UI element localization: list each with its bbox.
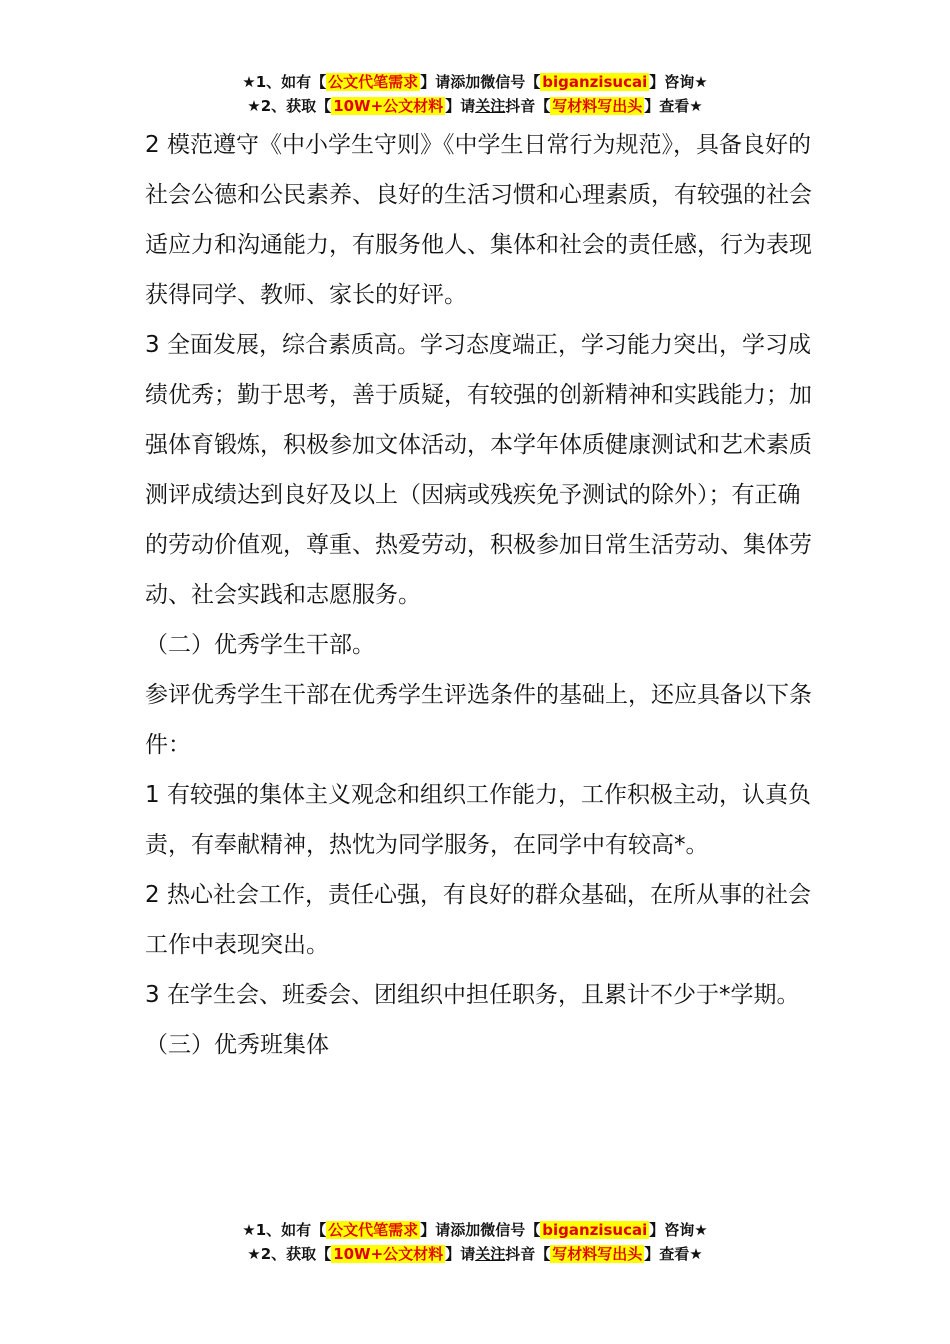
- highlight-text: 公文代笔需求: [328, 73, 419, 91]
- banner-text: 】咨询★: [649, 1221, 708, 1239]
- highlight-text: 公文代笔需求: [328, 1221, 419, 1239]
- paragraph-intro: 参评优秀学生干部在优秀学生评选条件的基础上，还应具备以下条件：: [145, 682, 812, 758]
- paragraph-rule-2: 2 模范遵守《中小学生守则》《中学生日常行为规范》，具备良好的社会公德和公民素养、良好的生活习惯和心理素质，有较强的社会适应力和沟通能力，有服务他人、集体和社会的责任感，行为表现获得同学、教师、家长的好评。: [145, 132, 812, 308]
- paragraph-cadre-1: 1 有较强的集体主义观念和组织工作能力，工作积极主动，认真负责，有奉献精神，热忱为同学服务，在同学中有较高*。: [145, 782, 811, 858]
- banner-text: ★2、获取【: [247, 1245, 332, 1263]
- paragraph-cadre-3: 3 在学生会、班委会、团组织中担任职务，且累计不少于*学期。: [145, 982, 800, 1008]
- document-body: [145, 120, 815, 1070]
- banner-text: 】查看★: [644, 97, 703, 115]
- wechat-id-highlight: biganzisucai: [542, 1221, 648, 1239]
- paragraph-rule-3: 3 全面发展，综合素质高。学习态度端正，学习能力突出，学习成绩优秀；勤于思考，善于质疑，有较强的创新精神和实践能力；加强体育锻炼，积极参加文体活动，本学年体质健康测试和艺术素质测评成绩达到良好及以上（因病或残疾免予测试的除外）；有正确的劳动价值观，尊重、热爱劳动，积极参加日常生活劳动、集体劳动、社会实践和志愿服务。: [145, 332, 812, 608]
- underlined-text: 关注: [475, 1245, 506, 1263]
- banner-line-2: [0, 1242, 950, 1266]
- banner-text: 】请: [445, 97, 476, 115]
- banner-text: 】请: [445, 1245, 476, 1263]
- banner-line-1: [0, 70, 950, 94]
- banner-text: 抖音【: [505, 1245, 551, 1263]
- banner-text: 】请添加微信号【: [420, 1221, 541, 1239]
- banner-text: ★1、如有【: [242, 1221, 327, 1239]
- banner-text: 抖音【: [505, 97, 551, 115]
- banner-line-2: [0, 94, 950, 118]
- section-heading-2: （二）优秀学生干部。: [145, 632, 375, 658]
- paragraph-cadre-2: 2 热心社会工作，责任心强，有良好的群众基础，在所从事的社会工作中表现突出。: [145, 882, 811, 958]
- wechat-id-highlight: biganzisucai: [542, 73, 648, 91]
- highlight-text: 写材料写出头: [552, 97, 643, 115]
- highlight-text: 10W+公文材料: [333, 97, 444, 115]
- highlight-text: 10W+公文材料: [333, 1245, 444, 1263]
- banner-text: ★2、获取【: [247, 97, 332, 115]
- highlight-text: 写材料写出头: [552, 1245, 643, 1263]
- banner-text: 】请添加微信号【: [420, 73, 541, 91]
- banner-text: 】咨询★: [649, 73, 708, 91]
- section-heading-3: （三）优秀班集体: [145, 1032, 329, 1058]
- banner-text: 】查看★: [644, 1245, 703, 1263]
- bottom-banner: [0, 1218, 950, 1266]
- banner-text: ★1、如有【: [242, 73, 327, 91]
- underlined-text: 关注: [475, 97, 506, 115]
- banner-line-1: [0, 1218, 950, 1242]
- top-banner: [0, 70, 950, 118]
